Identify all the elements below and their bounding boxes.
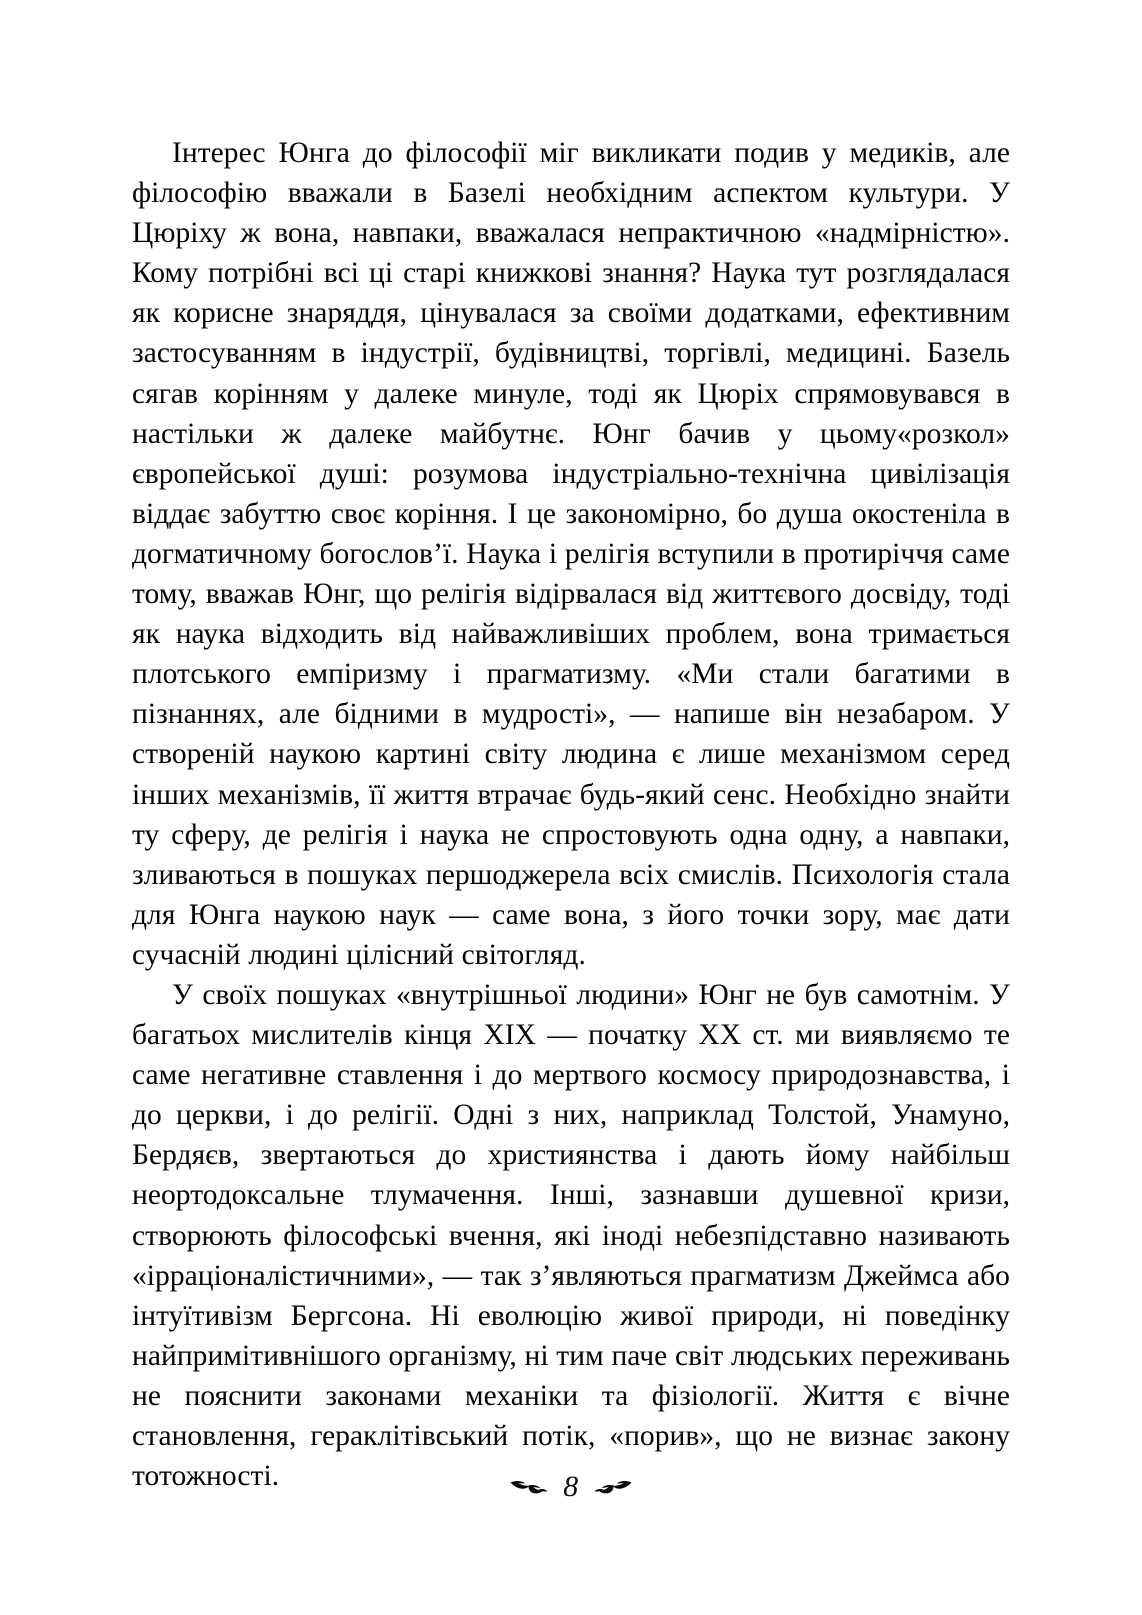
page-number: 8 [563, 1470, 579, 1503]
page-footer [0, 1472, 1142, 1518]
body-paragraph: Інтерес Юнга до філософії міг викликати подив у медиків, але філософію вважали в Базелі необхідним аспектом культури. У Цюріху ж вона, навпаки, вважалася непрактичною «надмірністю». Кому потрібні всі ці старі книжкові знання? Наука тут розглядалася як корисне знаряддя, цінувалася за своїми додатками, ефективним застосуванням в індустрії, будівництві, торгівлі, медицині. Базель сягав корінням у далеке минуле, тоді як Цюріх спрямовувався в настільки ж далеке майбутнє. Юнг бачив у цьому«розкол» європейської душі: розумова індустріально-технічна цивілізація віддає забуттю своє коріння. І це закономірно, бо душа окостеніла в догматичному богослов’ї. Наука і релігія вступили в протиріччя саме тому, вважав Юнг, що релігія відірвалася від життєвого досвіду, тоді як наука відходить від найважливіших проблем, вона тримається плотського емпіризму і прагматизму. «Ми стали багатими в пізнаннях, але бідними в мудрості», — напише він незабаром. У створеній наукою картині світу людина є лише механізмом серед інших механізмів, її життя втрачає будь-який сенс. Необхідно знайти ту сферу, де релігія і наука не спростовують одна одну, а навпаки, зливаються в пошуках першоджерела всіх смислів. Психологія стала для Юнга наукою наук — саме вона, з його точки зору, має дати сучасній людині цілісний світогляд. [132, 137, 1010, 971]
page-text-block [132, 133, 1010, 1496]
folio [509, 1472, 633, 1502]
leaf-flourish-icon [593, 1476, 633, 1498]
body-paragraph: У своїх пошуках «внутрішньої людини» Юнг не був самотнім. У багатьох мислителів кінця XIX — початку XX ст. ми виявляємо те саме негативне ставлення і до мертвого космосу природознавства, і до церкви, і до релігії. Одні з них, наприклад Толстой, Унамуно, Бердяєв, звертаються до християнства і дають йому найбільш неортодоксальне тлумачення. Інші, зазнавши душевної кризи, створюють філософські вчення, які іноді небезпідставно називають «ірраціоналістичними», — так з’являються прагматизм Джеймса або інтуїтивізм Бергсона. Ні еволюцію живої природи, ні поведінку найпримітивнішого організму, ні тим паче світ людських переживань не пояснити законами механіки та фізіології. Життя є вічне становлення, гераклітівський потік, «порив», що не визнає закону тотожності. [132, 978, 1010, 1493]
leaf-flourish-icon [509, 1476, 549, 1498]
